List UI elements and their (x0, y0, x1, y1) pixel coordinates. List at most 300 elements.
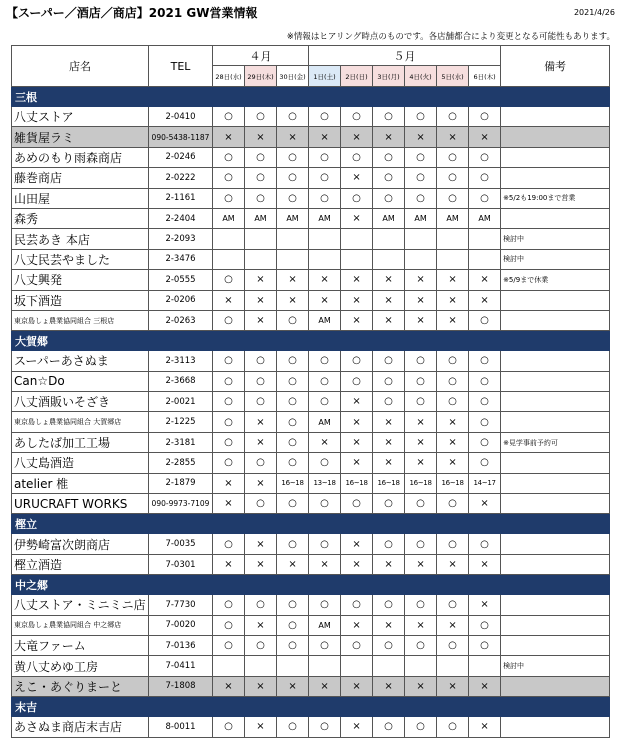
day-status: × (341, 290, 373, 310)
table-row (12, 208, 610, 228)
shop-remark (501, 635, 610, 655)
day-status: ○ (437, 107, 469, 127)
day-status: ○ (277, 392, 309, 412)
day-status: ○ (245, 453, 277, 473)
table-row (12, 453, 610, 473)
day-status: ○ (245, 494, 277, 514)
day-status: ○ (469, 188, 501, 208)
day-status: ○ (245, 351, 277, 371)
day-status: × (405, 615, 437, 635)
day-status: ○ (277, 453, 309, 473)
day-status: ○ (213, 168, 245, 188)
day-status: ○ (309, 453, 341, 473)
day-status: × (213, 127, 245, 147)
day-status: ○ (469, 432, 501, 452)
day-status: × (245, 473, 277, 493)
day-status: × (373, 127, 405, 147)
table-row (12, 595, 610, 615)
day-status: ○ (277, 168, 309, 188)
shop-name: 樫立酒造 (12, 554, 149, 574)
region-row (12, 87, 610, 107)
day-status: × (341, 453, 373, 473)
day-status (373, 656, 405, 676)
day-status: × (437, 554, 469, 574)
day-status: ○ (341, 351, 373, 371)
day-status: ○ (405, 147, 437, 167)
day-status: × (341, 676, 373, 696)
shop-name: 黄八丈めゆ工房 (12, 656, 149, 676)
day-status: × (245, 127, 277, 147)
day-status: × (469, 717, 501, 737)
day-status: ○ (373, 188, 405, 208)
day-status (213, 229, 245, 249)
shop-name: あめのもり雨森商店 (12, 147, 149, 167)
day-status: × (309, 676, 341, 696)
day-status: × (437, 127, 469, 147)
shop-remark (501, 310, 610, 330)
day-status: ○ (213, 392, 245, 412)
day-status: ○ (405, 107, 437, 127)
day-status: ○ (405, 371, 437, 391)
day-status: AM (309, 615, 341, 635)
region-label: 末吉 (12, 697, 610, 717)
header-day: 28日(水) (213, 66, 245, 87)
day-status: ○ (309, 717, 341, 737)
day-status: ○ (213, 351, 245, 371)
day-status: ○ (309, 534, 341, 554)
shop-remark (501, 208, 610, 228)
day-status: × (405, 310, 437, 330)
shop-remark (501, 595, 610, 615)
day-status: ○ (309, 188, 341, 208)
shop-tel: 2-2093 (149, 229, 213, 249)
day-status: ○ (341, 107, 373, 127)
table-row (12, 534, 610, 554)
shop-name: えこ・あぐりまーと (12, 676, 149, 696)
day-status: × (245, 270, 277, 290)
shop-remark (501, 351, 610, 371)
day-status: × (341, 432, 373, 452)
day-status: ○ (277, 310, 309, 330)
day-status: ○ (405, 595, 437, 615)
day-status: × (213, 554, 245, 574)
shop-remark: 検討中 (501, 249, 610, 269)
shop-name: 伊勢崎富次朗商店 (12, 534, 149, 554)
day-status: ○ (245, 147, 277, 167)
table-row (12, 229, 610, 249)
shop-name: あさぬま商店末吉店 (12, 717, 149, 737)
day-status: ○ (277, 147, 309, 167)
day-status: ○ (469, 310, 501, 330)
shop-name: 藤巻商店 (12, 168, 149, 188)
day-status: ○ (405, 494, 437, 514)
shop-tel: 7-0136 (149, 635, 213, 655)
day-status: × (437, 453, 469, 473)
table-row (12, 188, 610, 208)
day-status (277, 656, 309, 676)
page-title: 【スーパー／酒店／商店】2021 GW営業情報 (6, 6, 258, 20)
day-status (373, 249, 405, 269)
day-status: × (341, 615, 373, 635)
header-day: 6日(木) (469, 66, 501, 87)
shop-remark: 検討中 (501, 229, 610, 249)
day-status: × (213, 473, 245, 493)
shop-name: 民芸あき 本店 (12, 229, 149, 249)
day-status: ○ (469, 107, 501, 127)
header-april: ４月 (213, 46, 309, 66)
day-status: ○ (341, 188, 373, 208)
day-status: ○ (213, 717, 245, 737)
shop-tel: 7-7730 (149, 595, 213, 615)
day-status: × (437, 310, 469, 330)
table-row (12, 494, 610, 514)
day-status: ○ (341, 371, 373, 391)
shop-tel: 2-3113 (149, 351, 213, 371)
table-row (12, 371, 610, 391)
shop-tel: 7-0301 (149, 554, 213, 574)
shop-remark (501, 717, 610, 737)
day-status: × (277, 127, 309, 147)
day-status: ○ (277, 412, 309, 432)
table-row (12, 392, 610, 412)
region-row (12, 331, 610, 351)
day-status: ○ (245, 188, 277, 208)
header-day: 3日(月) (373, 66, 405, 87)
day-status: 16~18 (341, 473, 373, 493)
region-label: 樫立 (12, 514, 610, 534)
day-status: ○ (341, 595, 373, 615)
day-status: AM (373, 208, 405, 228)
day-status: ○ (469, 534, 501, 554)
day-status (245, 249, 277, 269)
day-status (341, 229, 373, 249)
day-status: 14~17 (469, 473, 501, 493)
day-status: ○ (277, 635, 309, 655)
table-row (12, 290, 610, 310)
day-status: ○ (373, 371, 405, 391)
day-status (469, 656, 501, 676)
day-status: × (437, 412, 469, 432)
day-status: × (341, 168, 373, 188)
day-status: ○ (469, 615, 501, 635)
header-name: 店名 (12, 46, 149, 87)
day-status: 16~18 (437, 473, 469, 493)
day-status: ○ (213, 412, 245, 432)
shop-name: URUCRAFT WORKS (12, 494, 149, 514)
shop-name: Can☆Do (12, 371, 149, 391)
day-status: × (245, 534, 277, 554)
day-status: × (213, 494, 245, 514)
day-status: AM (213, 208, 245, 228)
shop-name: 八丈島酒造 (12, 453, 149, 473)
table-row (12, 168, 610, 188)
table-row (12, 270, 610, 290)
table-row (12, 473, 610, 493)
day-status: ○ (469, 635, 501, 655)
day-status (245, 656, 277, 676)
day-status: × (405, 127, 437, 147)
day-status (437, 656, 469, 676)
day-status (437, 249, 469, 269)
day-status: ○ (437, 188, 469, 208)
day-status: ○ (405, 188, 437, 208)
day-status: ○ (373, 494, 405, 514)
day-status: ○ (437, 168, 469, 188)
shop-remark (501, 371, 610, 391)
day-status: ○ (405, 717, 437, 737)
shop-tel: 2-1225 (149, 412, 213, 432)
table-row (12, 635, 610, 655)
table-row (12, 310, 610, 330)
shop-remark (501, 534, 610, 554)
day-status: ○ (309, 595, 341, 615)
day-status: × (405, 290, 437, 310)
day-status: ○ (469, 351, 501, 371)
shop-tel: 2-0263 (149, 310, 213, 330)
shop-tel: 2-2404 (149, 208, 213, 228)
day-status: × (341, 412, 373, 432)
shop-tel: 2-3181 (149, 432, 213, 452)
shop-tel: 8-0011 (149, 717, 213, 737)
day-status: ○ (341, 635, 373, 655)
day-status: × (341, 554, 373, 574)
day-status: ○ (277, 615, 309, 635)
day-status: × (405, 453, 437, 473)
day-status: × (245, 554, 277, 574)
shop-remark (501, 412, 610, 432)
day-status: × (309, 554, 341, 574)
day-status: × (213, 290, 245, 310)
day-status: ○ (309, 107, 341, 127)
day-status: × (245, 432, 277, 452)
day-status: × (469, 676, 501, 696)
day-status: ○ (213, 615, 245, 635)
shop-name: スーパーあさぬま (12, 351, 149, 371)
day-status: ○ (245, 107, 277, 127)
header-day: 5日(水) (437, 66, 469, 87)
day-status: × (341, 310, 373, 330)
table-row (12, 412, 610, 432)
shop-tel: 2-1161 (149, 188, 213, 208)
shop-remark (501, 615, 610, 635)
day-status: 16~18 (373, 473, 405, 493)
shop-remark (501, 147, 610, 167)
day-status: ○ (245, 392, 277, 412)
shop-remark: ※5/9まで休業 (501, 270, 610, 290)
day-status: × (373, 290, 405, 310)
day-status: × (213, 676, 245, 696)
region-label: 中之郷 (12, 575, 610, 595)
day-status: × (469, 270, 501, 290)
day-status: ○ (405, 392, 437, 412)
day-status: × (309, 290, 341, 310)
day-status: × (469, 595, 501, 615)
header-day: 1日(土) (309, 66, 341, 87)
day-status: × (437, 676, 469, 696)
day-status: ○ (309, 494, 341, 514)
shop-name: 大竜ファーム (12, 635, 149, 655)
shop-name: 八丈興発 (12, 270, 149, 290)
region-label: 三根 (12, 87, 610, 107)
day-status: ○ (213, 595, 245, 615)
day-status: AM (309, 412, 341, 432)
shop-remark (501, 494, 610, 514)
shop-name: 山田屋 (12, 188, 149, 208)
day-status: × (341, 717, 373, 737)
day-status: AM (277, 208, 309, 228)
region-row (12, 697, 610, 717)
table-row (12, 615, 610, 635)
shop-tel: 7-0020 (149, 615, 213, 635)
day-status: ○ (277, 595, 309, 615)
day-status: × (245, 412, 277, 432)
day-status: × (437, 615, 469, 635)
shop-tel: 2-0206 (149, 290, 213, 310)
table-row (12, 676, 610, 696)
day-status: ○ (213, 107, 245, 127)
header-may: ５月 (309, 46, 501, 66)
day-status: ○ (437, 635, 469, 655)
shop-tel: 2-0410 (149, 107, 213, 127)
day-status: ○ (277, 432, 309, 452)
day-status: ○ (437, 392, 469, 412)
day-status: ○ (437, 534, 469, 554)
day-status (341, 656, 373, 676)
day-status: ○ (277, 494, 309, 514)
header-day: 29日(木) (245, 66, 277, 87)
day-status (405, 656, 437, 676)
day-status: × (245, 310, 277, 330)
day-status (405, 249, 437, 269)
day-status: AM (469, 208, 501, 228)
day-status: × (309, 432, 341, 452)
day-status: ○ (277, 534, 309, 554)
day-status: ○ (469, 453, 501, 473)
header-day: 30日(金) (277, 66, 309, 87)
header-tel: TEL (149, 46, 213, 87)
shop-remark (501, 168, 610, 188)
header-day: 2日(日) (341, 66, 373, 87)
header-row-top (12, 46, 610, 66)
shop-tel: 2-0555 (149, 270, 213, 290)
day-status: ○ (373, 147, 405, 167)
business-hours-table (11, 45, 610, 738)
day-status: ○ (405, 635, 437, 655)
day-status: × (469, 494, 501, 514)
day-status: ○ (341, 494, 373, 514)
shop-name: atelier 椎 (12, 473, 149, 493)
day-status: × (277, 676, 309, 696)
region-row (12, 514, 610, 534)
day-status: × (373, 310, 405, 330)
table-row (12, 656, 610, 676)
day-status: ○ (469, 412, 501, 432)
day-status: ○ (341, 147, 373, 167)
day-status: × (373, 412, 405, 432)
day-status: AM (437, 208, 469, 228)
shop-remark (501, 554, 610, 574)
shop-remark (501, 676, 610, 696)
shop-remark: ※見学事前予約可 (501, 432, 610, 452)
day-status (405, 229, 437, 249)
shop-name: 八丈酒販いそざき (12, 392, 149, 412)
day-status: ○ (373, 168, 405, 188)
day-status: × (373, 676, 405, 696)
day-status: ○ (213, 453, 245, 473)
disclaimer-note: ※情報はヒアリング時点のものです。各店舗都合により変更となる可能性もあります。 (286, 32, 615, 42)
day-status: × (245, 676, 277, 696)
table-row (12, 554, 610, 574)
shop-remark (501, 473, 610, 493)
day-status: ○ (405, 351, 437, 371)
day-status: AM (405, 208, 437, 228)
day-status: 16~18 (277, 473, 309, 493)
shop-name: 八丈ストア (12, 107, 149, 127)
shop-name: 東京島しょ農業協同組合 大賀郷店 (12, 412, 149, 432)
day-status: ○ (469, 147, 501, 167)
table-row (12, 249, 610, 269)
day-status (277, 249, 309, 269)
day-status: × (469, 290, 501, 310)
region-label: 大賀郷 (12, 331, 610, 351)
day-status: × (437, 270, 469, 290)
shop-tel: 2-0246 (149, 147, 213, 167)
day-status: ○ (245, 595, 277, 615)
shop-tel: 090-5438-1187 (149, 127, 213, 147)
day-status: × (245, 290, 277, 310)
day-status: × (405, 432, 437, 452)
header-remarks: 備考 (501, 46, 610, 87)
day-status: ○ (373, 717, 405, 737)
day-status (341, 249, 373, 269)
day-status (309, 229, 341, 249)
shop-remark (501, 107, 610, 127)
day-status: ○ (309, 371, 341, 391)
shop-tel: 7-0035 (149, 534, 213, 554)
day-status (469, 229, 501, 249)
shop-tel: 090-9973-7109 (149, 494, 213, 514)
day-status: ○ (213, 534, 245, 554)
day-status: × (373, 554, 405, 574)
day-status: ○ (213, 371, 245, 391)
region-row (12, 575, 610, 595)
day-status: ○ (309, 147, 341, 167)
day-status: × (373, 615, 405, 635)
day-status: ○ (373, 392, 405, 412)
day-status: ○ (277, 717, 309, 737)
shop-name: 八丈ストア・ミニミニ店 (12, 595, 149, 615)
shop-tel: 2-0222 (149, 168, 213, 188)
day-status: × (437, 290, 469, 310)
day-status: ○ (469, 168, 501, 188)
day-status (469, 249, 501, 269)
shop-remark (501, 290, 610, 310)
day-status (213, 656, 245, 676)
day-status: × (245, 615, 277, 635)
shop-name: あしたば加工工場 (12, 432, 149, 452)
shop-name: 八丈民芸やました (12, 249, 149, 269)
day-status: ○ (213, 432, 245, 452)
day-status: ○ (405, 534, 437, 554)
issue-date: 2021/4/26 (573, 8, 615, 17)
shop-name: 坂下酒造 (12, 290, 149, 310)
shop-remark (501, 453, 610, 473)
day-status: ○ (405, 168, 437, 188)
day-status: ○ (213, 635, 245, 655)
table-body (12, 87, 610, 738)
day-status: × (341, 534, 373, 554)
table-row (12, 717, 610, 737)
